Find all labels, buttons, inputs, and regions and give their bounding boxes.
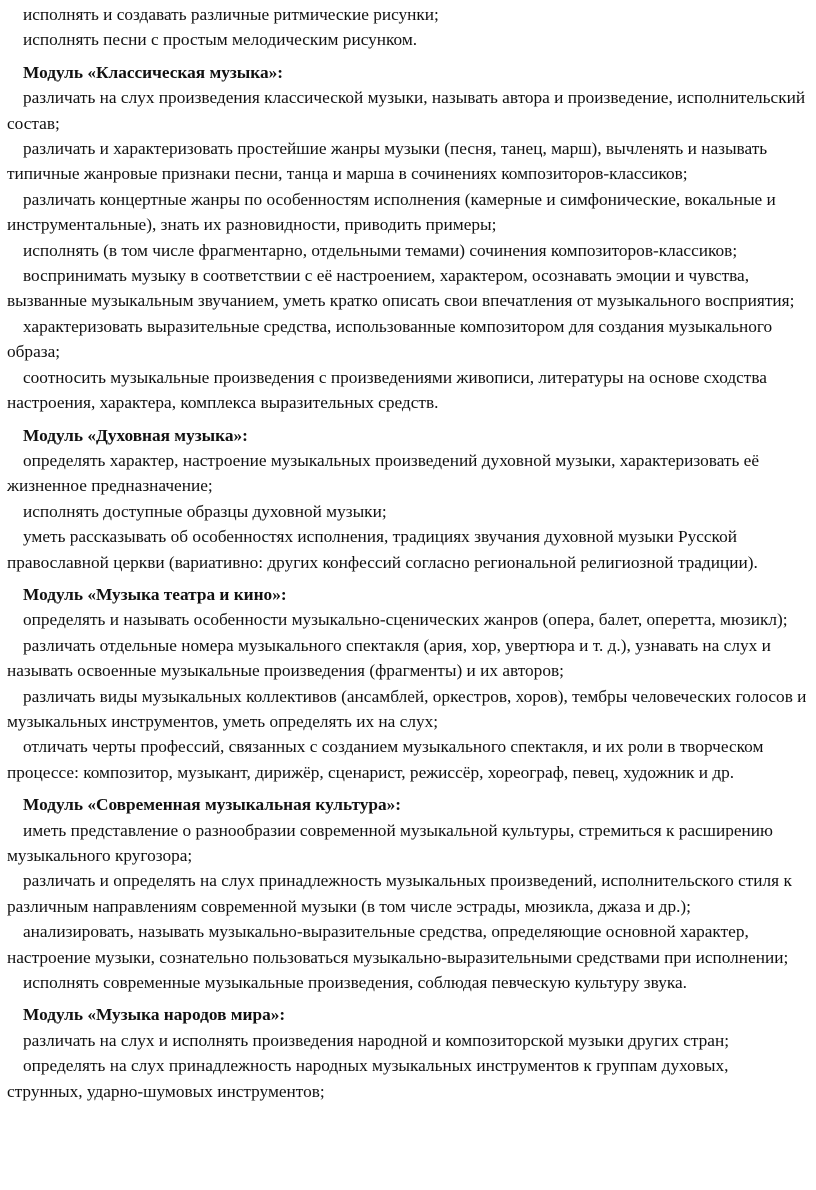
- list-item: исполнять доступные образцы духовной музыки;: [23, 501, 387, 521]
- list-item: различать концертные жанры по особенностям исполнения (камерные и симфонические, вокальные и инструментальные), знать их разновидности, приводить примеры;: [7, 189, 776, 235]
- section-classical-music: [7, 60, 807, 416]
- document-page: [7, 2, 807, 1104]
- section-sacred-music: [7, 423, 807, 575]
- list-item: различать на слух и исполнять произведения народной и композиторской музыки других стран;: [23, 1030, 730, 1050]
- list-item: соотносить музыкальные произведения с произведениями живописи, литературы на основе сходства настроения, характера, комплекса выразительных средств.: [7, 367, 767, 413]
- section-modern-music-culture: [7, 792, 807, 995]
- list-item: воспринимать музыку в соответствии с её настроением, характером, осознавать эмоции и чувства, вызванные музыкальным звучанием, уметь кратко описать свои впечатления от музыкального восприятия;: [7, 266, 795, 311]
- list-item: уметь рассказывать об особенностях исполнения, традициях звучания духовной музыки Русской православной церкви (вариативно: других конфессий согласно региональной религиозной традиции).: [7, 527, 758, 572]
- list-item: определять и называть особенности музыкально-сценических жанров (опера, балет, оперетта, мюзикл);: [23, 610, 788, 630]
- list-item: различать на слух произведения классической музыки, называть автора и произведение, исполнительский состав;: [7, 88, 806, 133]
- section-theatre-cinema-music: [7, 582, 807, 785]
- list-item: различать отдельные номера музыкального спектакля (ария, хор, увертюра и т. д.), узнавать на слух и называть освоенные музыкальные произведения (фрагменты) и их авторов;: [7, 635, 771, 681]
- section-heading: Модуль «Современная музыкальная культура»:: [23, 795, 402, 815]
- list-item: исполнять современные музыкальные произведения, соблюдая певческую культуру звука.: [23, 973, 687, 993]
- list-item: анализировать, называть музыкально-выразительные средства, определяющие основной характер, настроение музыки, сознательно пользоваться музыкально-выразительными средствами при исполнении;: [7, 922, 789, 967]
- intro-paragraph: исполнять и создавать различные ритмические рисунки;: [23, 5, 439, 24]
- section-heading: Модуль «Музыка театра и кино»:: [23, 584, 287, 604]
- list-item: различать и характеризовать простейшие жанры музыки (песня, танец, марш), вычленять и называть типичные жанровые признаки песни, танца и марша в сочинениях композиторов-классиков;: [7, 139, 768, 184]
- list-item: определять на слух принадлежность народных музыкальных инструментов к группам духовых, струнных, ударно-шумовых инструментов;: [7, 1056, 729, 1101]
- list-item: иметь представление о разнообразии современной музыкальной культуры, стремиться к расширению музыкального кругозора;: [7, 820, 773, 865]
- list-item: различать и определять на слух принадлежность музыкальных произведений, исполнительского стиля к различным направлениям современной музыки (в том числе эстрады, мюзикла, джаза и др.);: [7, 871, 792, 916]
- section-heading: Модуль «Музыка народов мира»:: [23, 1005, 286, 1025]
- list-item: характеризовать выразительные средства, использованные композитором для создания музыкального образа;: [7, 316, 773, 362]
- list-item: различать виды музыкальных коллективов (ансамблей, оркестров, хоров), тембры человеческих голосов и музыкальных инструментов, уметь определять их на слух;: [7, 686, 807, 731]
- list-item: исполнять (в том числе фрагментарно, отдельными темами) сочинения композиторов-классиков;: [23, 240, 738, 260]
- section-heading: Модуль «Духовная музыка»:: [23, 425, 248, 445]
- list-item: отличать черты профессий, связанных с созданием музыкального спектакля, и их роли в творческом процессе: композитор, музыкант, дирижёр, сценарист, режиссёр, хореограф, певец, художник и др.: [7, 737, 764, 782]
- section-heading: Модуль «Классическая музыка»:: [23, 62, 284, 82]
- section-world-folk-music: [7, 1002, 807, 1104]
- list-item: определять характер, настроение музыкальных произведений духовной музыки, характеризовать её жизненное предназначение;: [7, 450, 760, 496]
- intro-paragraph: исполнять песни с простым мелодическим рисунком.: [23, 30, 418, 50]
